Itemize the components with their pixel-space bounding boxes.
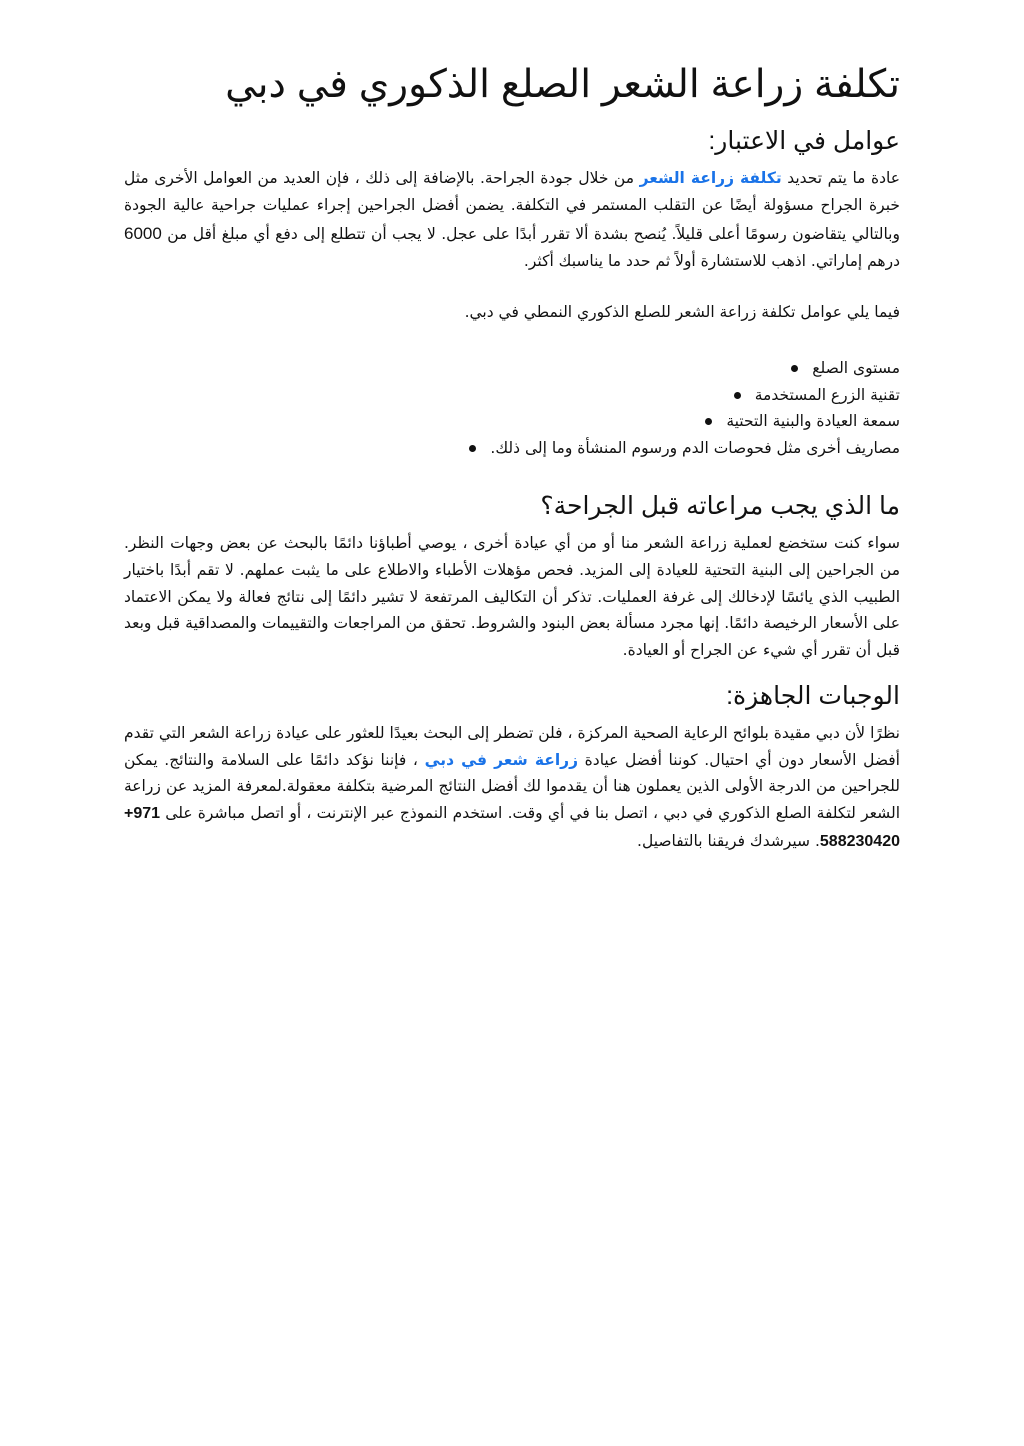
bullet-icon (705, 418, 712, 425)
page-title: تكلفة زراعة الشعر الصلع الذكوري في دبي (225, 63, 900, 106)
factors-text-start: عادة ما يتم تحديد (781, 169, 900, 188)
considerations-paragraph: سواء كنت ستخضع لعملية زراعة الشعر منا أو من أي عيادة أخرى ، يوصي أطباؤنا دائمًا بالبحث عن بعض وجهات النظر. من الجراحين إلى البنية التحتية للعيادة إلى المزيد. فحص مؤهلات الأطباء والاطلاع على ما يثبت عملهم. لا تقم أبدًا باختيار الطبيب الذي يائسًا لإدخالك إلى غرفة العمليات. تذكر أن التكاليف المرتفعة لا تشير دائمًا إلى نتائج فعالة ولا يمكن الاعتماد على الأسعار الرخيصة دائمًا. إنها مجرد مسألة بعض البنود والشروط. تحقق من المراجعات والتقييمات والمصداقية قبل وبعد قبل أن تقرر أي شيء عن الجراح أو العيادة. (124, 534, 900, 659)
list-item-text: تقنية الزرع المستخدمة (754, 385, 900, 404)
list-item-text: مصاريف أخرى مثل فحوصات الدم ورسوم المنشأة وما إلى ذلك. (490, 439, 900, 458)
factors-paragraph (124, 165, 900, 274)
minimum-amount: 6000 (124, 223, 162, 243)
takeaways-text-start: نظرًا لأن دبي مقيدة بلوائح الرعاية الصحية المركزة ، فلن تضطر إلى البحث بعيدًا للعثور على عيادة زراعة الشعر التي تقدم أفضل الأسعار دون أي احتيال. كوننا أفضل عيادة (124, 724, 900, 769)
hair-transplant-cost-link[interactable]: تكلفة زراعة الشعر (639, 169, 782, 188)
list-item-text: مستوى الصلع (812, 359, 900, 378)
factors-list (124, 355, 900, 462)
takeaways-text-end: . سيرشدك فريقنا بالتفاصيل. (637, 831, 820, 850)
hair-transplant-dubai-link[interactable]: زراعة شعر في دبي (424, 750, 579, 769)
section-heading-factors: عوامل في الاعتبار: (708, 126, 900, 155)
list-item-text: سمعة العيادة والبنية التحتية (726, 412, 900, 431)
bullet-icon (791, 365, 798, 372)
factors-intro-paragraph: فيما يلي عوامل تكلفة زراعة الشعر للصلع الذكوري النمطي في دبي. (464, 302, 900, 321)
section-heading-considerations: ما الذي يجب مراعاته قبل الجراحة؟ (540, 491, 900, 520)
takeaways-text-middle: ، فإننا نؤكد دائمًا على السلامة والنتائج. يمكن للجراحين من الدرجة الأولى الذين يعملون هنا أن يقدموا لك أفضل النتائج المرضية بتكلفة معقولة.لمعرفة المزيد عن زراعة الشعر لتكلفة الصلع الذكوري في دبي ، اتصل بنا في أي وقت. استخدم النموذج عبر الإنترنت ، أو اتصل مباشرة على (124, 750, 900, 823)
bullet-icon (469, 445, 476, 452)
list-item (124, 382, 900, 409)
list-item (124, 355, 900, 382)
phone-number: +971 588230420 (124, 805, 900, 850)
takeaways-paragraph (124, 720, 900, 855)
factors-text-middle: من خلال جودة الجراحة. بالإضافة إلى ذلك ، فإن العديد من العوامل الأخرى مثل خبرة الجراح مسؤولة أيضًا عن التقلب المستمر في التكلفة. يضمن أفضل الجراحين إجراء عمليات جراحية عالية الجودة وبالتالي يتقاضون رسومًا أعلى قليلاً. يُنصح بشدة ألا تقرر أبدًا على عجل. لا يجب أن تتطلع إلى دفع أي مبلغ أقل من (124, 169, 900, 243)
section-heading-takeaways: الوجبات الجاهزة: (726, 681, 900, 710)
factors-text-end: درهم إماراتي. اذهب للاستشارة أولاً ثم حدد ما يناسبك أكثر. (523, 251, 900, 270)
list-item (124, 435, 900, 462)
bullet-icon (734, 392, 741, 399)
list-item (124, 408, 900, 435)
